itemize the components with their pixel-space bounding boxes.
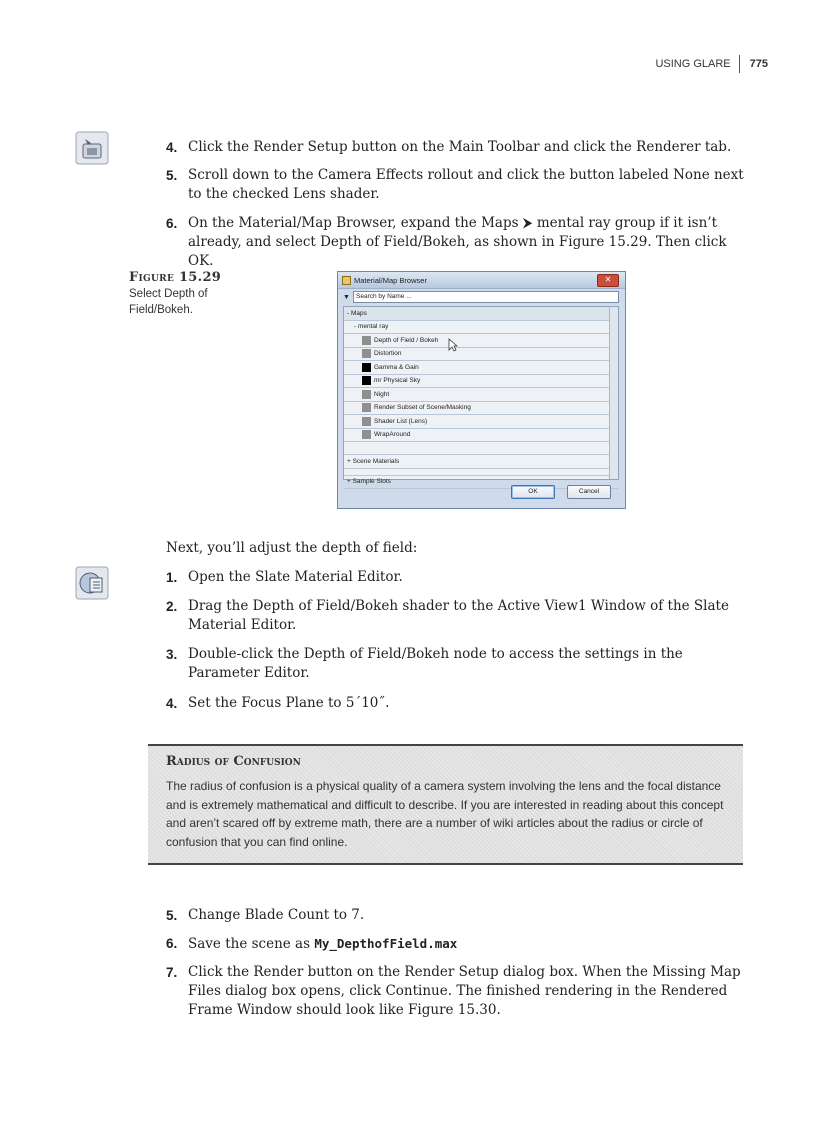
map-swatch-icon [362, 336, 371, 345]
step-5: 5. Scroll down to the Camera Effects rollout and click the button labeled None next to the checked Lens shader. [166, 167, 744, 202]
mouse-cursor-icon [448, 338, 458, 352]
map-item-label: mr Physical Sky [374, 377, 421, 385]
sidebar-title: Radius of Confusion [166, 754, 301, 769]
dialog-title: Material/Map Browser [354, 275, 427, 285]
dropdown-arrow-icon[interactable]: ▼ [343, 293, 350, 301]
map-list-item[interactable] [344, 348, 618, 362]
map-list-item[interactable] [344, 375, 618, 389]
map-list-item[interactable] [344, 334, 618, 348]
close-icon[interactable]: ✕ [597, 274, 619, 287]
step-2: 2. Drag the Depth of Field/Bokeh shader to the Active View1 Window of the Slate Material Editor. [166, 598, 729, 633]
map-item-label: Distortion [374, 350, 402, 358]
step-4-focus: 4. Set the Focus Plane to 5´10˝. [166, 695, 390, 711]
step-6-save: 6. Save the scene as My_DepthofField.max [166, 936, 458, 952]
filename: My_DepthofField.max [314, 936, 458, 951]
search-row [343, 291, 619, 303]
maps-group-header[interactable]: - Maps [344, 307, 618, 321]
map-swatch-icon [362, 417, 371, 426]
map-list-item[interactable] [344, 388, 618, 402]
running-header [655, 55, 768, 73]
step-3: 3. Double-click the Depth of Field/Bokeh node to access the settings in the Parameter Editor. [166, 646, 683, 681]
scrollbar[interactable] [609, 307, 618, 479]
map-swatch-icon [362, 376, 371, 385]
map-item-label: Render Subset of Scene/Masking [374, 404, 471, 412]
dialog-titlebar[interactable] [338, 272, 625, 289]
slate-material-editor-icon [75, 566, 109, 600]
map-item-label: Gamma & Gain [374, 363, 419, 371]
map-list-item[interactable] [344, 361, 618, 375]
cancel-button[interactable]: Cancel [567, 485, 611, 499]
chapter-title: USING GLARE [655, 55, 739, 73]
map-item-label: Shader List (Lens) [374, 417, 428, 425]
search-input[interactable]: Search by Name ... [353, 291, 619, 303]
map-item-label: Depth of Field / Bokeh [374, 336, 439, 344]
step-6: 6. On the Material/Map Browser, expand the Maps ⮞ mental ray group if it isn’t already, and select Depth of Field/Bokeh, as shown in Figure 15.29. Then click OK. [166, 215, 727, 269]
map-list-item[interactable] [344, 415, 618, 429]
save-prefix: Save the scene as [188, 936, 315, 952]
sample-slots-group[interactable]: + Sample Slots [344, 475, 618, 490]
map-items [344, 334, 618, 442]
map-swatch-icon [362, 430, 371, 439]
sidebar-body: The radius of confusion is a physical quality of a camera system involving the lens and the focal distance and is extremely mathematical and difficult to describe. If you are interested in reading about this concept and aren’t scared off by extreme math, there are a number of wiki articles about the radius or circle of confusion that you can find online. [166, 779, 724, 849]
figure-label: Figure 15.29 [129, 270, 222, 285]
sidebar-note [148, 744, 743, 865]
browser-app-icon [342, 276, 351, 285]
mental-ray-group-header[interactable]: - mental ray [344, 321, 618, 335]
figure-caption [129, 270, 239, 318]
map-swatch-icon [362, 363, 371, 372]
map-list-item[interactable] [344, 429, 618, 443]
step-1: 1. Open the Slate Material Editor. [166, 569, 403, 585]
map-list-item[interactable] [344, 402, 618, 416]
map-swatch-icon [362, 349, 371, 358]
dialog-buttons [511, 485, 611, 499]
ok-button[interactable]: OK [511, 485, 555, 499]
map-item-label: Night [374, 390, 390, 398]
step-7: 7. Click the Render button on the Render Setup dialog box. When the Missing Map Files dialog box opens, click Continue. The finished rendering in the Rendered Frame Window should look like Figure 15.30. [166, 964, 741, 1018]
step-4: 4. Click the Render Setup button on the Main Toolbar and click the Renderer tab. [166, 139, 732, 155]
scene-materials-group[interactable]: + Scene Materials [344, 454, 618, 469]
page-number: 775 [749, 58, 768, 70]
intro-text: Next, you’ll adjust the depth of field: [166, 540, 418, 556]
browser-list [343, 306, 619, 486]
render-setup-icon [75, 131, 109, 165]
map-swatch-icon [362, 390, 371, 399]
map-swatch-icon [362, 403, 371, 412]
figure-caption-text: Select Depth of Field/Bokeh. [129, 288, 208, 316]
step-5-blade: 5. Change Blade Count to 7. [166, 907, 365, 923]
map-item-label: WrapAround [374, 431, 411, 439]
material-map-browser-dialog [337, 271, 626, 509]
